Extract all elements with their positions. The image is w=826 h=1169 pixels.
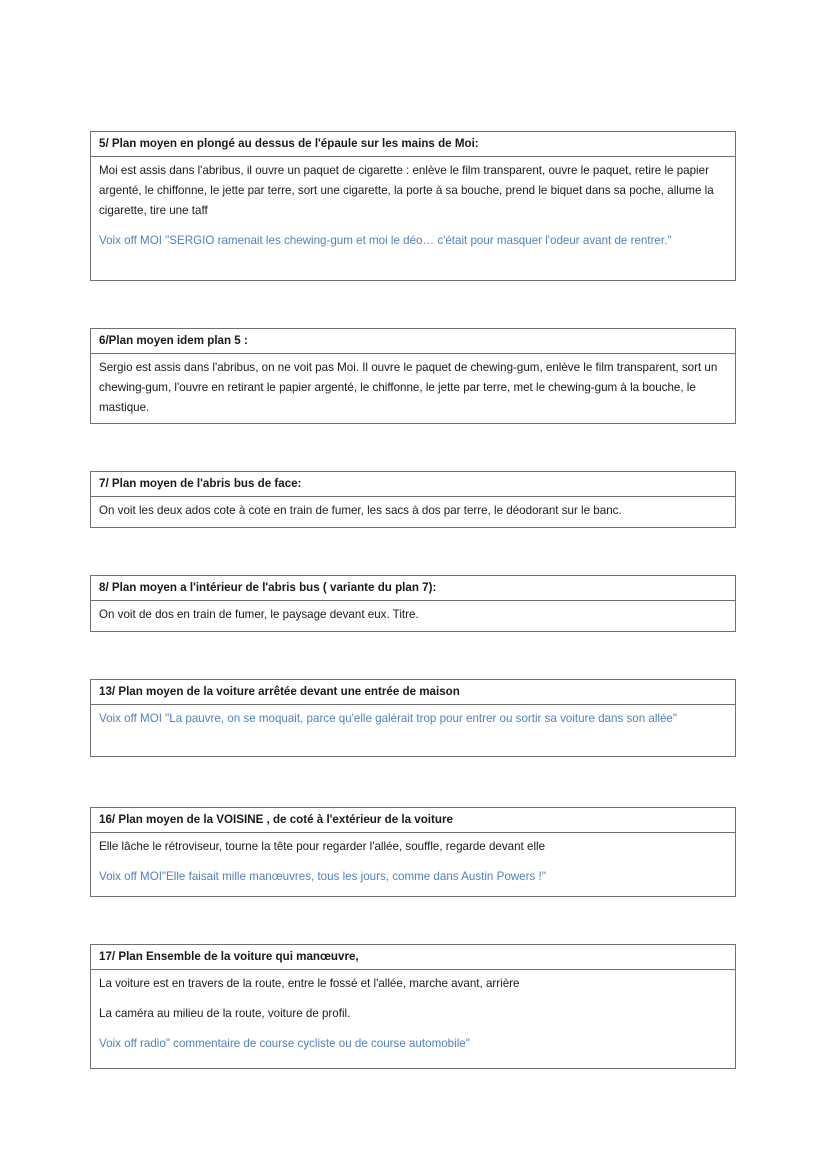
scene-6-action: Sergio est assis dans l'abribus, on ne voit pas Moi. Il ouvre le paquet de chewing-gum, enlève le film transparent, sort un chewing-gum, l'ouvre en retirant le papier argenté, le chiffonne, le jette par terre, met le chewing-gum à la bouche, le mastique.: [99, 361, 718, 414]
scene-7-block: [90, 471, 736, 528]
scene-13-heading: 13/ Plan moyen de la voiture arrêtée devant une entrée de maison: [91, 680, 735, 705]
scene-17-heading: 17/ Plan Ensemble de la voiture qui manœuvre,: [91, 945, 735, 970]
scene-17-action: La voiture est en travers de la route, entre le fossé et l'allée, marche avant, arrière: [99, 977, 520, 990]
scene-5-block: [90, 131, 736, 281]
scene-8-action: On voit de dos en train de fumer, le paysage devant eux. Titre.: [99, 608, 419, 621]
scene-7-heading: 7/ Plan moyen de l'abris bus de face:: [91, 472, 735, 497]
scene-16-voiceover: Voix off MOI"Elle faisait mille manœuvres, tous les jours, comme dans Austin Powers !": [99, 870, 546, 883]
scene-5-heading: 5/ Plan moyen en plongé au dessus de l'épaule sur les mains de Moi:: [91, 132, 735, 157]
scene-8-heading: 8/ Plan moyen a l'intérieur de l'abris bus ( variante du plan 7):: [91, 576, 735, 601]
scene-5-action: Moi est assis dans l'abribus, il ouvre un paquet de cigarette : enlève le film transparent, ouvre le paquet, retire le papier argenté, le chiffonne, le jette par terre, sort une cigarette, la porte à sa bouche, prend le biquet dans sa poche, allume la cigarette, tire une taff: [99, 164, 714, 217]
scene-6-heading: 6/Plan moyen idem plan 5 :: [91, 329, 735, 354]
scene-17-voiceover: Voix off radio" commentaire de course cycliste ou de course automobile": [99, 1037, 470, 1050]
scene-16-block: [90, 807, 736, 897]
scene-5-voiceover: Voix off MOI "SERGIO ramenait les chewing-gum et moi le déo… c'était pour masquer l'odeur avant de rentrer.": [99, 234, 672, 247]
scene-17-camera: La caméra au milieu de la route, voiture de profil.: [99, 1007, 351, 1020]
scene-16-heading: 16/ Plan moyen de la VOISINE , de coté à l'extérieur de la voiture: [91, 808, 735, 833]
scene-7-action: On voit les deux ados cote à cote en train de fumer, les sacs à dos par terre, le déodorant sur le banc.: [99, 504, 622, 517]
scene-17-block: [90, 944, 736, 1069]
scene-13-block: [90, 679, 736, 757]
scene-6-block: [90, 328, 736, 424]
scene-8-block: [90, 575, 736, 632]
scene-16-action: Elle lâche le rétroviseur, tourne la tête pour regarder l'allée, souffle, regarde devant elle: [99, 840, 546, 853]
scene-13-voiceover: Voix off MOI "La pauvre, on se moquait, parce qu'elle galérait trop pour entrer ou sortir sa voiture dans son allée": [99, 712, 678, 725]
